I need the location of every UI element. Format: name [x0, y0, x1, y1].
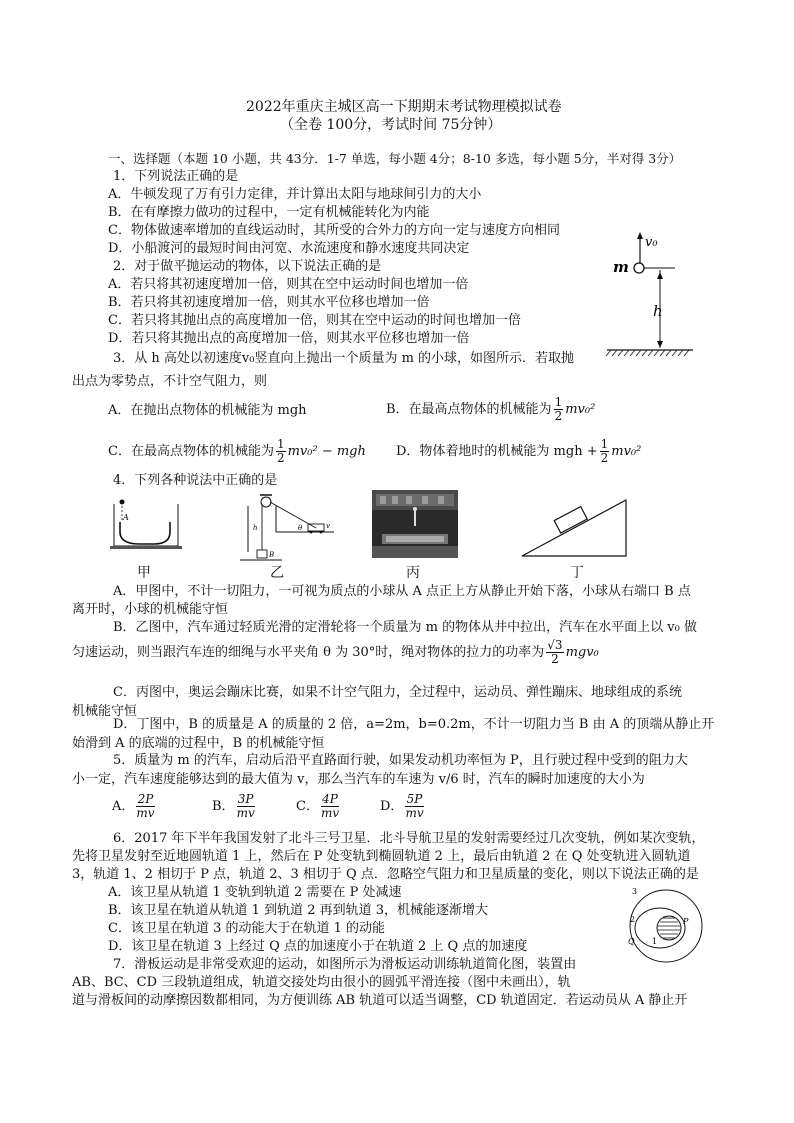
q6-fig-2: 2	[630, 915, 636, 924]
figure-label-ding: 丁	[570, 565, 584, 581]
q3-fig-h: h	[653, 302, 663, 320]
page-subtitle: （全卷 100分，考试时间 75分钟）	[280, 117, 502, 133]
q5-option-d: D． $\frac{5P}{mv}$	[380, 792, 424, 820]
q4-option-b-line2: 匀速运动，则当跟汽车连的细绳与水平夹角 θ 为 30°时，绳对物体的拉力的功率为 $\frac{√3}{2}$ mgv₀	[72, 638, 599, 666]
q4-stem: 4．下列各种说法中正确的是	[113, 473, 278, 488]
q5-option-b: B． $\frac{3P}{mv}$	[212, 792, 255, 820]
ball-icon	[634, 263, 644, 273]
q1-stem: 1．下列说法正确的是	[113, 169, 239, 184]
q6-stem-line2: 先将卫星发射至近地圆轨道 1 上，然后在 P 处变轨到椭圆轨道 2 上，最后由轨道 2 在 Q 处变轨进入圆轨道	[72, 849, 691, 864]
q2-option-d: D．若只将其抛出点的高度增加一倍，则其水平位移也增加一倍	[108, 331, 470, 346]
q3-fig-m: m	[613, 258, 629, 276]
q4-option-a-line1: A．甲图中，不计一切阻力，一可视为质点的小球从 A 点正上方从静止开始下落，小球从右端口 B 点	[113, 584, 691, 599]
q6-stem-line1: 6．2017 年下半年我国发射了北斗三号卫星．北斗导航卫星的发射需要经过几次变轨，例如某次变轨，	[113, 831, 705, 846]
q4-option-c-line2: 机械能守恒	[72, 704, 138, 719]
q3-fig-v0: v₀	[645, 235, 658, 250]
q3-stem-line2: 出点为零势点，不计空气阻力，则	[72, 374, 268, 389]
page-title: 2022年重庆主城区高一下期期末考试物理模拟试卷	[246, 99, 562, 115]
figure-label-yi: 乙	[270, 565, 284, 581]
q1-option-c: C．物体做速率增加的直线运动时，其所受的合外力的方向一定与速度方向相同	[108, 223, 560, 238]
q4-fig-b-theta: θ	[298, 524, 303, 532]
q3-option-c: C．在最高点物体的机械能为 $\frac{1}{2}$ mv₀² − mgh	[108, 437, 366, 465]
q4-figure-ding	[518, 492, 634, 562]
figure-label-jia: 甲	[137, 565, 151, 581]
q3-stem-line1: 3．从 h 高处以初速度v₀竖直向上抛出一个质量为 m 的小球，如图所示．若取抛	[113, 351, 575, 366]
q4-option-c-line1: C．丙图中，奥运会蹦床比赛，如果不计空气阻力，全过程中，运动员、弹性蹦床、地球组成的系统	[113, 685, 682, 700]
q4-fig-b-v: v	[326, 522, 330, 530]
section-heading: 一、选择题（本题 10 小题，共 43分．1-7 单选，每小题 4分；8-10 多选，每小题 5分，半对得 3分）	[108, 151, 682, 166]
q3-option-d: D．物体着地时的机械能为 mgh + $\frac{1}{2}$ mv₀²	[396, 437, 642, 465]
q1-option-d: D．小船渡河的最短时间由河宽、水流速度和静水速度共同决定	[108, 241, 470, 256]
q1-option-a: A．牛顿发现了万有引力定律，并计算出太阳与地球间引力的大小	[108, 187, 482, 202]
q6-option-c: C．该卫星在轨道 3 的动能大于在轨道 1 的动能	[108, 921, 386, 936]
q2-option-a: A．若只将其初速度增加一倍，则其在空中运动时间也增加一倍	[108, 277, 469, 292]
q6-option-b: B．该卫星在轨道从轨道 1 到轨道 2 再到轨道 3，机械能逐渐增大	[108, 903, 489, 918]
q2-option-c: C．若只将其抛出点的高度增加一倍，则其在空中运动的时间也增加一倍	[108, 313, 521, 328]
trampoline-photo	[372, 490, 458, 558]
q4-figure-jia	[110, 494, 182, 562]
figure-label-bing: 丙	[406, 565, 420, 581]
q2-stem: 2．对于做平抛运动的物体，以下说法正确的是	[113, 259, 382, 274]
q6-stem-line3: 3，轨道 1、2 相切于 P 点，轨道 2、3 相切于 Q 点．忽略空气阻力和卫星质量的变化，则以下说法正确的是	[72, 867, 699, 882]
q6-option-d: D．该卫星在轨道 3 上经过 Q 点的加速度小于在轨道 2 上 Q 点的加速度	[108, 939, 528, 954]
q4-fig-b-B: B	[269, 551, 275, 559]
q2-option-b: B．若只将其初速度增加一倍，则其水平位移也增加一倍	[108, 295, 430, 310]
q3-figure	[605, 228, 695, 358]
q5-option-a: A． $\frac{2P}{mv}$	[112, 792, 155, 820]
pulley-icon	[261, 497, 271, 507]
q4-figure-yi	[236, 492, 336, 564]
q4-option-a-line2: 离开时，小球的机械能守恒	[72, 602, 229, 617]
q6-option-a: A．该卫星从轨道 1 变轨到轨道 2 需要在 P 处减速	[108, 885, 402, 900]
q6-orbit-figure	[616, 884, 712, 966]
q6-fig-3: 3	[632, 887, 638, 896]
q7-stem-line3: 道与滑板间的动摩擦因数都相同，为方便训练 AB 轨道可以适当调整，CD 轨道固定．若运动员从 A 静止开	[72, 993, 688, 1008]
q4-option-b-line1: B．乙图中，汽车通过轻质光滑的定滑轮将一个质量为 m 的物体从井中拉出，汽车在水平面上以 v₀ 做	[113, 620, 697, 635]
q3-option-a: A．在抛出点物体的机械能为 mgh	[108, 403, 307, 418]
q5-option-c: C． $\frac{4P}{mv}$	[296, 792, 340, 820]
q5-stem-line2: 小一定，汽车速度能够达到的最大值为 v，那么当汽车的车速为 v/6 时，汽车的瞬时加速度的大小为	[72, 772, 645, 787]
q6-fig-P: P	[683, 917, 689, 926]
q4-option-d-line1: D．丁图中，B 的质量是 A 的质量的 2 倍，a=2m，b=0.2m，不计一切阻力当 B 由 A 的顶端从静止开	[113, 717, 715, 732]
earth-icon	[657, 916, 681, 940]
q1-option-b: B．在有摩擦力做功的过程中，一定有机械能转化为内能	[108, 205, 430, 220]
q3-option-b: B．在最高点物体的机械能为 $\frac{1}{2}$ mv₀²	[386, 395, 596, 423]
q7-stem-line1: 7．滑板运动是非常受欢迎的运动，如图所示为滑板运动训练轨道简化图，装置由	[113, 957, 577, 972]
q4-fig-a: A	[123, 513, 129, 522]
q4-option-d-line2: 始滑到 A 的底端的过程中，B 的机械能守恒	[72, 736, 325, 751]
q5-stem-line1: 5．质量为 m 的汽车，启动后沿平直路面行驶，如果发动机功率恒为 P，且行驶过程中受到的阻力大	[113, 753, 688, 768]
q6-fig-Q: Q	[628, 937, 635, 946]
q7-stem-line2: AB、BC、CD 三段轨道组成，轨道交接处均由很小的圆弧平滑连接（图中未画出），轨	[72, 975, 571, 990]
q6-fig-1: 1	[652, 937, 658, 946]
q4-fig-b-h: h	[253, 524, 258, 532]
